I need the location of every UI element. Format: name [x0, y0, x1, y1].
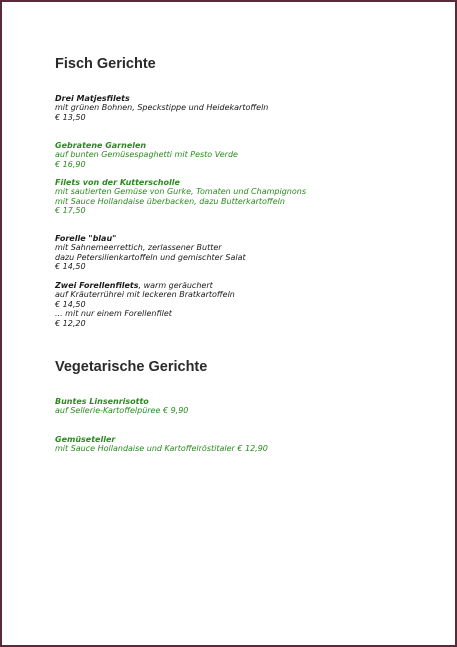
- menu-item-matjesfilets: [55, 94, 268, 122]
- menu-item-gemueseteller: [55, 435, 268, 454]
- item-name: Forelle "blau": [55, 234, 117, 243]
- section-title-vegetarisch: Vegetarische Gerichte: [55, 359, 208, 375]
- menu-item-forellenfilets: [55, 281, 235, 328]
- item-description: mit Sauce Hollandaise und Kartoffelröstitaler € 12,90: [55, 444, 268, 454]
- item-description: mit Sahnemeerrettich, zerlassener Butter: [55, 243, 222, 253]
- section-title-fisch: Fisch Gerichte: [55, 56, 156, 72]
- item-price: € 17,50: [55, 206, 86, 216]
- item-name: Buntes Linsenrisotto: [55, 397, 149, 406]
- menu-item-kutterscholle: [55, 178, 306, 216]
- item-price: € 13,50: [55, 112, 86, 122]
- item-name: Drei Matjesfilets: [55, 94, 130, 103]
- item-price: € 14,50: [55, 262, 86, 272]
- item-name: Gemüseteller: [55, 435, 116, 444]
- item-description: mit sautierten Gemüse von Gurke, Tomaten und Champignons: [55, 187, 306, 197]
- item-description-2: mit Sauce Hollandaise überbacken, dazu Butterkartoffeln: [55, 196, 285, 206]
- item-price: € 16,90: [55, 159, 86, 169]
- item-description-2: dazu Petersilienkartoffeln und gemischter Salat: [55, 252, 246, 262]
- item-name: Filets von der Kutterscholle: [55, 178, 180, 187]
- item-name: Gebratene Garnelen: [55, 141, 147, 150]
- item-description: auf Kräuterrührei mit leckeren Bratkartoffeln: [55, 290, 235, 300]
- item-name: Zwei Forellenfilets: [55, 281, 139, 290]
- menu-item-linsenrisotto: [55, 397, 188, 416]
- item-description: auf bunten Gemüsespaghetti mit Pesto Verde: [55, 150, 238, 160]
- item-name-line: [55, 281, 235, 290]
- item-price: € 14,50: [55, 299, 86, 309]
- item-alternative: ... mit nur einem Forellenfilet: [55, 309, 172, 319]
- item-alternative-price: € 12,20: [55, 318, 86, 328]
- menu-item-garnelen: [55, 141, 238, 169]
- menu-item-forelle-blau: [55, 234, 246, 272]
- item-name-suffix: , warm geräuchert: [138, 281, 213, 290]
- item-description: auf Sellerie-Kartoffelpüree € 9,90: [55, 406, 189, 416]
- item-description: mit grünen Bohnen, Speckstippe und Heidekartoffeln: [55, 103, 269, 113]
